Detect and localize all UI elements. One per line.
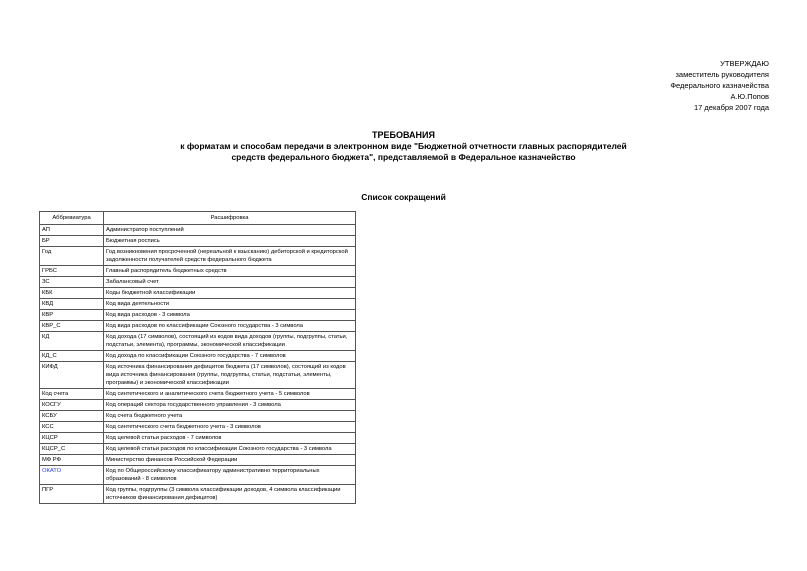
table-row xyxy=(40,310,356,321)
desc-cell: Код вида расходов - 3 символа xyxy=(104,310,356,321)
table-row xyxy=(40,485,356,504)
table-row xyxy=(40,389,356,400)
table-row xyxy=(40,247,356,266)
table-row xyxy=(40,236,356,247)
abbr-cell: КВР xyxy=(40,310,104,321)
title-line-3: средств федерального бюджета", представляемой в Федеральное казначейство xyxy=(231,152,576,162)
desc-cell: Код вида деятельности xyxy=(104,299,356,310)
desc-cell: Код по Общероссийскому классификатору административно территориальных образований - 8 символов xyxy=(104,466,356,485)
desc-cell: Главный распорядитель бюджетных средств xyxy=(104,266,356,277)
desc-cell: Код источника финансирования дефицитов бюджета (17 символов), состоящий из кодов вида источника финансирования (группы, подгруппы, статьи, подстатьи, элементы, программы) и экономической классификации xyxy=(104,362,356,389)
approval-signer: А.Ю.Попов xyxy=(730,92,769,101)
document-title xyxy=(0,130,807,163)
desc-cell: Год возникновения просроченной (нереальной к взысканию) дебиторской и кредиторской задолженности получателей средств федерального бюджета xyxy=(104,247,356,266)
approval-position: заместитель руководителя xyxy=(675,70,769,79)
approval-heading: УТВЕРЖДАЮ xyxy=(720,59,769,68)
abbr-cell: КСС xyxy=(40,422,104,433)
table-header-row xyxy=(40,212,356,225)
desc-cell: Код синтетического счета бюджетного учета - 3 символов xyxy=(104,422,356,433)
header-abbreviation: Аббревиатура xyxy=(40,212,104,225)
table-row xyxy=(40,422,356,433)
table-row xyxy=(40,433,356,444)
table-row xyxy=(40,266,356,277)
table-row xyxy=(40,455,356,466)
table-row xyxy=(40,225,356,236)
table-row xyxy=(40,400,356,411)
desc-cell: Код операций сектора государственного управления - 3 символа xyxy=(104,400,356,411)
desc-cell: Министерство финансов Российской Федерации xyxy=(104,455,356,466)
desc-cell: Забалансовый счет xyxy=(104,277,356,288)
desc-cell: Код целевой статьи расходов по классификации Союзного государства - 3 символа xyxy=(104,444,356,455)
abbr-cell: КИФД xyxy=(40,362,104,389)
abbr-cell: ГРБС xyxy=(40,266,104,277)
abbr-cell: МФ РФ xyxy=(40,455,104,466)
desc-cell: Коды бюджетной классификации xyxy=(104,288,356,299)
table-row xyxy=(40,321,356,332)
abbr-cell: КБК xyxy=(40,288,104,299)
table-row xyxy=(40,277,356,288)
abbr-cell: Код счета xyxy=(40,389,104,400)
abbr-cell: БР xyxy=(40,236,104,247)
okato-link[interactable]: ОКАТО xyxy=(40,466,104,485)
table-row xyxy=(40,351,356,362)
abbr-cell: КД_С xyxy=(40,351,104,362)
table-row xyxy=(40,288,356,299)
desc-cell: Администратор поступлений xyxy=(104,225,356,236)
abbreviations-heading: Список сокращений xyxy=(361,192,446,202)
approval-date: 17 декабря 2007 года xyxy=(693,103,769,112)
header-decoding: Расшифровка xyxy=(104,212,356,225)
abbr-cell: КЦСР xyxy=(40,433,104,444)
desc-cell: Код целевой статьи расходов - 7 символов xyxy=(104,433,356,444)
desc-cell: Код синтетического и аналитического счета бюджетного учета - 5 символов xyxy=(104,389,356,400)
desc-cell: Код дохода (17 символов), состоящий из кодов вида доходов (группы, подгруппы, статьи, подстатьи, элемента), программы, экономической классификации xyxy=(104,332,356,351)
table-row xyxy=(40,299,356,310)
abbr-cell: Год xyxy=(40,247,104,266)
table-row xyxy=(40,411,356,422)
table-row xyxy=(40,332,356,351)
abbr-cell: КВР_С xyxy=(40,321,104,332)
abbreviations-table xyxy=(39,211,356,504)
abbr-cell: КСБУ xyxy=(40,411,104,422)
desc-cell: Код дохода по классификации Союзного государства - 7 символов xyxy=(104,351,356,362)
table-row xyxy=(40,444,356,455)
desc-cell: Бюджетная роспись xyxy=(104,236,356,247)
abbr-cell: КД xyxy=(40,332,104,351)
desc-cell: Код счета бюджетного учета xyxy=(104,411,356,422)
approval-organization: Федерального казначейства xyxy=(670,81,769,90)
abbr-cell: АП xyxy=(40,225,104,236)
table-row xyxy=(40,466,356,485)
abbr-cell: КЦСР_С xyxy=(40,444,104,455)
abbr-cell: КОСГУ xyxy=(40,400,104,411)
abbr-cell: ПГР xyxy=(40,485,104,504)
approval-block xyxy=(670,58,769,113)
abbr-cell: КВД xyxy=(40,299,104,310)
abbr-cell: ЗС xyxy=(40,277,104,288)
title-line-2: к форматам и способам передачи в электронном виде "Бюджетной отчетности главных распорядителей xyxy=(180,141,627,151)
title-main: ТРЕБОВАНИЯ xyxy=(372,130,435,140)
desc-cell: Код вида расходов по классификации Союзного государства - 3 символа xyxy=(104,321,356,332)
table-row xyxy=(40,362,356,389)
desc-cell: Код группы, подгруппы (3 символа классификации доходов, 4 символа классификации источников финансирования дефицитов) xyxy=(104,485,356,504)
